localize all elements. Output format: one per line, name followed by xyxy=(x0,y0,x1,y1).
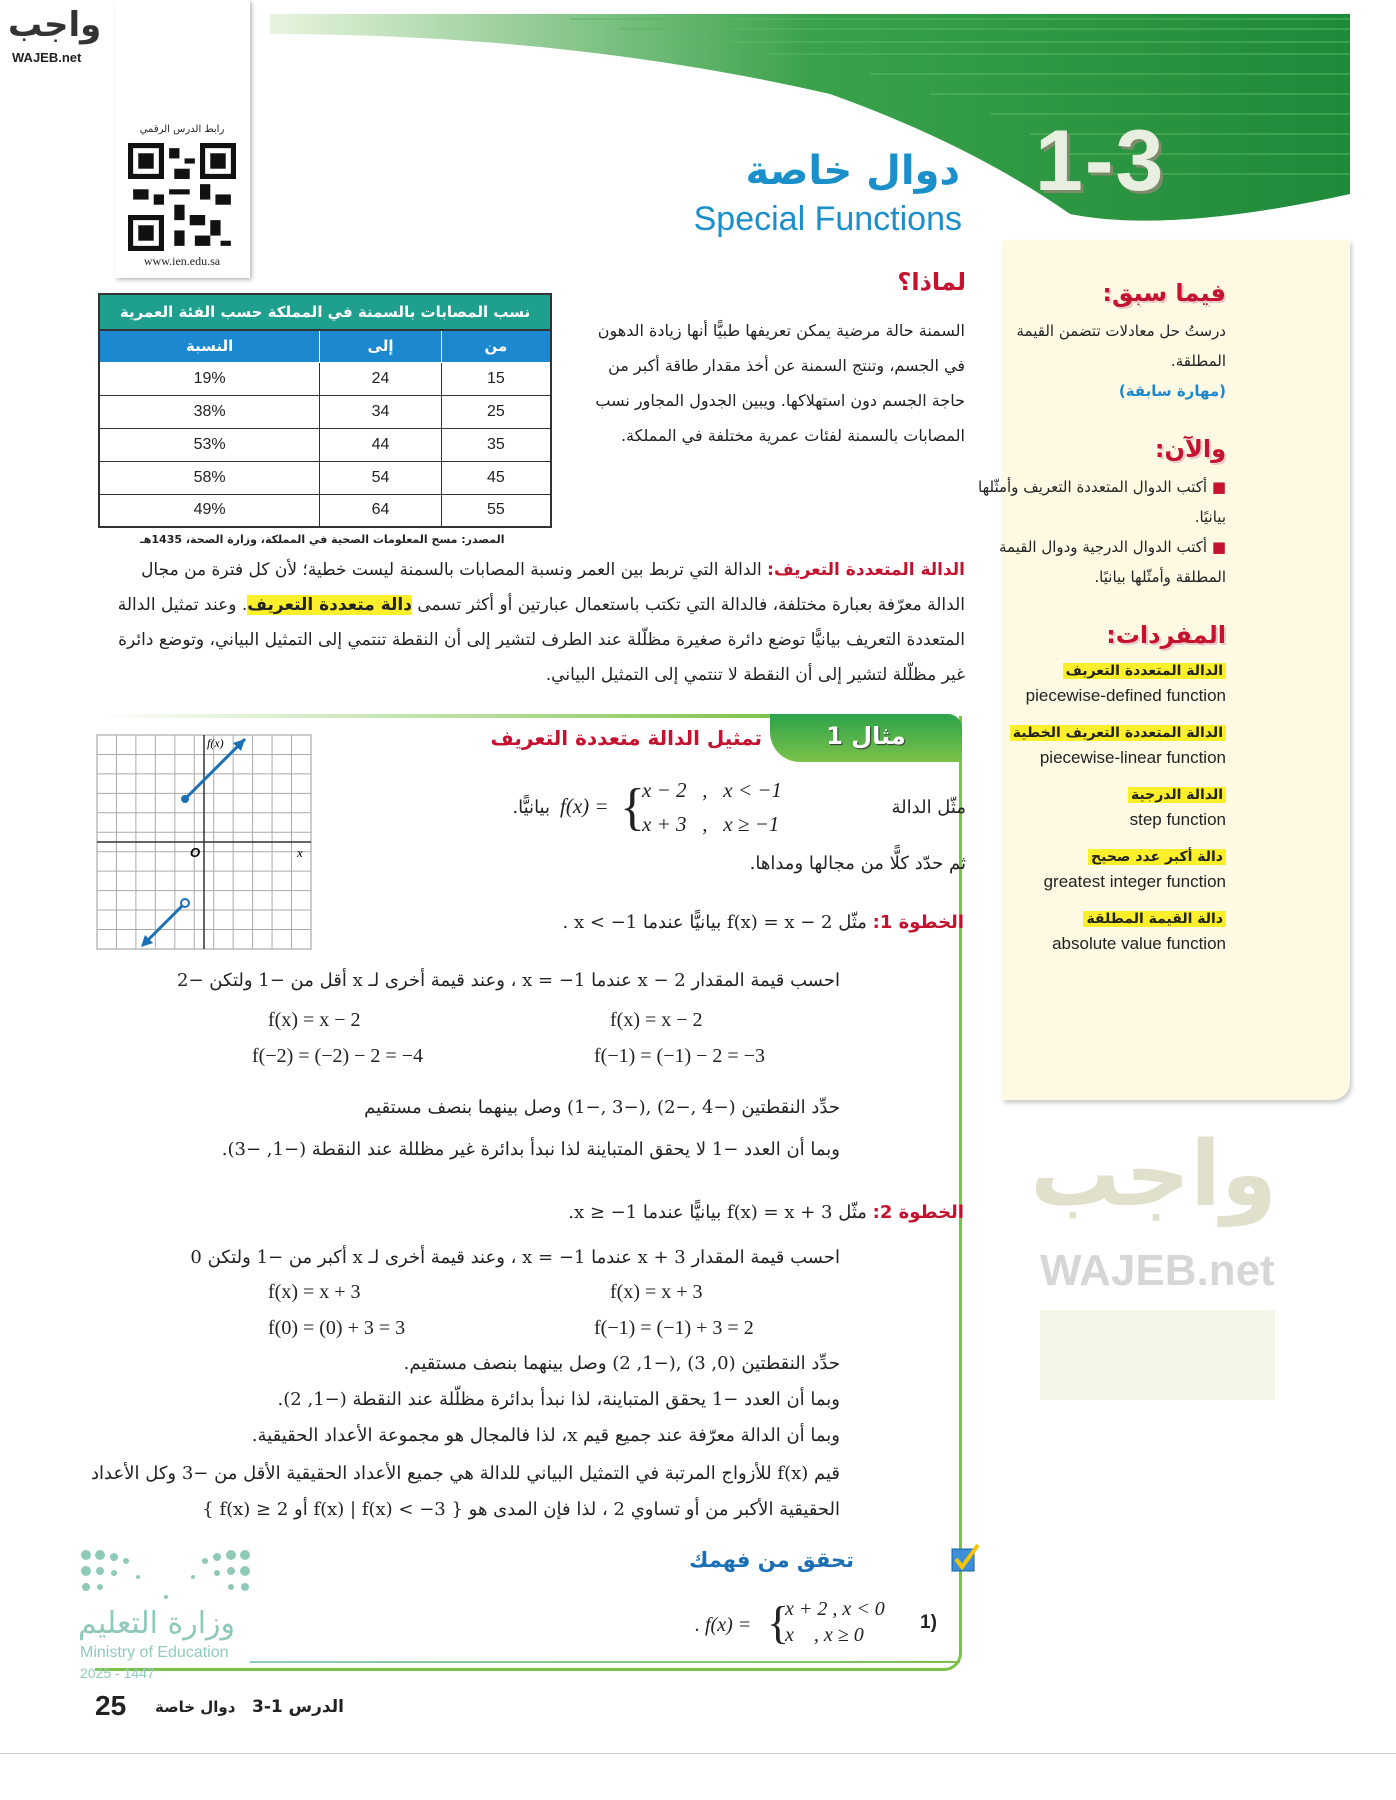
sidebar-content xyxy=(966,276,1226,968)
step-2-calc: احسب قيمة المقدار x + 3 عندما x = −1 ، وعند قيمة أخرى لـ x أكبر من −1 ولتكن 0 xyxy=(190,1247,840,1268)
logo-text: واجب xyxy=(8,5,102,45)
ministry-name-ar: وزارة التعليم xyxy=(78,1606,236,1641)
watermark-book-icon xyxy=(1040,1310,1275,1400)
vocab-ar: دالة أكبر عدد صحيح xyxy=(1088,849,1226,865)
vocab-ar: الدالة الدرجية xyxy=(1128,787,1226,803)
vocab-item xyxy=(966,720,1226,770)
step-label: الخطوة 2: xyxy=(872,1202,964,1223)
why-heading: لماذا؟ xyxy=(897,268,966,296)
before-section xyxy=(966,276,1226,406)
open-point xyxy=(181,899,189,907)
page-number: 25 xyxy=(95,1690,127,1721)
col-header: النسبة xyxy=(99,330,320,362)
vocab-ar: دالة القيمة المطلقة xyxy=(1083,911,1226,927)
lesson-number: 1-3 xyxy=(1035,113,1166,209)
cell: 54 xyxy=(320,461,442,494)
watermark-ar: واجب xyxy=(1030,1122,1277,1227)
logo-subtext: WAJEB.net xyxy=(12,50,82,65)
vocab-en: absolute value function xyxy=(1052,934,1226,953)
example-tab: مثال 1 xyxy=(770,714,962,762)
academic-year: 2025 - 1447 xyxy=(80,1665,155,1681)
prior-skill-link[interactable]: (مهارة سابقة) xyxy=(1118,382,1226,400)
function-label: . f(x) = xyxy=(695,1614,752,1636)
step-1 xyxy=(563,907,964,939)
now-item xyxy=(966,532,1226,592)
watermark-en: WAJEB.net xyxy=(1040,1246,1275,1295)
now-item-text: أكتب الدوال المتعددة التعريف وأمثّلها بيانيًا. xyxy=(978,478,1226,526)
vocab-item xyxy=(966,844,1226,894)
function-label: f(x) = xyxy=(560,794,609,818)
vocab-heading: المفردات: xyxy=(1106,621,1226,649)
now-item-text: أكتب الدوال الدرجية ودوال القيمة المطلقة وأمثّلها بيانيًا. xyxy=(998,538,1226,586)
vocab-section xyxy=(966,618,1226,956)
piecewise-graph xyxy=(95,733,313,951)
definition-paragraph xyxy=(100,553,965,693)
cell: 25 xyxy=(441,395,551,428)
table-caption: نسب المصابات بالسمنة في المملكة حسب الفئة العمرية xyxy=(98,293,552,329)
step-2-plot: حدِّد النقطتين (0, 3) ,(−1, 2) وصل بينهما بنصف مستقيم. xyxy=(403,1353,840,1374)
footer-divider xyxy=(250,1661,960,1663)
equation: f(x) = x + 3 xyxy=(610,1281,703,1303)
cell: 34 xyxy=(320,395,442,428)
case-1: x + 2 , x < 0 xyxy=(785,1598,885,1620)
ministry-logo-icon xyxy=(78,1545,253,1610)
closed-point xyxy=(181,795,189,803)
footer-lesson: الدرس 1-3 xyxy=(252,1697,344,1717)
col-header: من xyxy=(441,330,551,362)
cell: 45 xyxy=(441,461,551,494)
equation: f(−1) = (−1) − 2 = −3 xyxy=(594,1045,765,1067)
range-text: قيم f(x) للأزواج المرتبة في التمثيل البياني للدالة هي جميع الأعداد الحقيقية الأقل من −3 وكل الأعداد الحقيقية الأكبر من أو تساوي 2 ، لذا فإن المدى هو { f(x) | f(x) < −3 أو f(x) ≥ 2 } xyxy=(91,1463,840,1520)
table-header-row xyxy=(99,330,551,362)
checkmark-icon xyxy=(950,1543,980,1573)
cell: 19% xyxy=(99,362,320,395)
obesity-table xyxy=(98,293,552,528)
prompt-text: مثّل الدالة xyxy=(891,797,966,818)
qr-label: رابط الدرس الرقمي xyxy=(139,124,225,135)
page-edge xyxy=(0,1753,1396,1754)
definition-text: . وعند تمثيل الدالة المتعددة التعريف بيانيًّا توضع دائرة صغيرة مظلّلة عند الطرف لتشير إلى أن النقطة تنتمي إلى التمثيل البياني، وتوضع دائرة غير مظلّلة لتشير إلى أن النقطة لا تنتمي إلى التمثيل البياني. xyxy=(117,595,965,685)
vocab-en: piecewise-defined function xyxy=(1025,686,1226,705)
now-heading: والآن: xyxy=(1154,435,1226,463)
cell: 24 xyxy=(320,362,442,395)
domain-text: وبما أن الدالة معرّفة عند جميع قيم x، لذا فالمجال هو مجموعة الأعداد الحقيقية. xyxy=(251,1425,840,1446)
now-item xyxy=(966,472,1226,532)
table-row xyxy=(99,362,551,395)
cell: 53% xyxy=(99,428,320,461)
case-1: x − 2 , x < −1 xyxy=(642,778,782,802)
step-1-calc: احسب قيمة المقدار x − 2 عندما x = −1 ، وعند قيمة أخرى لـ x أقل من −1 ولتكن −2 xyxy=(177,970,840,991)
bullet-icon: ■ xyxy=(1207,478,1226,496)
vocab-item xyxy=(966,782,1226,832)
vocab-en: greatest integer function xyxy=(1043,872,1226,891)
vocab-item xyxy=(966,906,1226,956)
prompt-suffix: بيانيًّا. xyxy=(512,797,550,818)
example-prompt xyxy=(892,792,967,824)
table-row xyxy=(99,428,551,461)
step-2 xyxy=(568,1197,964,1229)
table-row xyxy=(99,395,551,428)
origin-label: O xyxy=(190,845,201,860)
cell: 38% xyxy=(99,395,320,428)
cell: 49% xyxy=(99,494,320,527)
x-axis-label: x xyxy=(297,845,303,860)
brace-icon: { xyxy=(620,779,645,836)
before-text: درستُ حل معادلات تتضمن القيمة المطلقة. xyxy=(1016,322,1226,370)
equation: f(0) = (0) + 3 = 3 xyxy=(268,1317,406,1339)
bullet-icon: ■ xyxy=(1207,538,1226,556)
definition-term: دالة متعددة التعريف xyxy=(247,595,412,615)
step-text: مثّل f(x) = x + 3 بيانيًّا عندما x ≥ −1. xyxy=(568,1202,867,1223)
vocab-ar: الدالة المتعددة التعريف xyxy=(1063,663,1226,679)
cell: 58% xyxy=(99,461,320,494)
table-row xyxy=(99,494,551,527)
example-prompt-2: ثم حدّد كلًّا من مجالها ومداها. xyxy=(749,853,966,874)
equation: f(−2) = (−2) − 2 = −4 xyxy=(252,1045,423,1067)
step-2-circle: وبما أن العدد −1 يحقق المتباينة، لذا نبدأ بدائرة مظلّلة عند النقطة (−1, 2). xyxy=(277,1389,840,1410)
cell: 35 xyxy=(441,428,551,461)
exercise-number: 1) xyxy=(920,1612,937,1633)
step-1-plot: حدِّد النقطتين (−4 ,−2) ,(−3 ,−1) وصل بينهما بنصف مستقيم xyxy=(364,1097,840,1118)
vocab-ar: الدالة المتعددة التعريف الخطية xyxy=(1010,725,1226,741)
footer-title: دوال خاصة xyxy=(155,1698,236,1716)
equation: f(x) = x − 2 xyxy=(268,1009,361,1031)
vocab-item xyxy=(966,658,1226,708)
cell: 55 xyxy=(441,494,551,527)
definition-text: الدالة التي تربط بين العمر ونسبة المصابات بالسمنة ليست خطية؛ لأن كل فترة من مجال الدالة معرّفة بعبارة مختلفة، فالدالة التي تكتب باستعمال عبارتين أو أكثر تسمى xyxy=(141,560,965,615)
vocab-en: step function xyxy=(1129,810,1226,829)
cell: 44 xyxy=(320,428,442,461)
now-section xyxy=(966,432,1226,592)
qr-url[interactable]: www.ien.edu.sa xyxy=(143,254,221,268)
cell: 64 xyxy=(320,494,442,527)
vocab-en: piecewise-linear function xyxy=(1039,748,1226,767)
equation: f(x) = x − 2 xyxy=(610,1009,703,1031)
page-title-en: Special Functions xyxy=(693,200,962,238)
table-source: المصدر: مسح المعلومات الصحية في المملكة، وزارة الصحة، 1435هـ xyxy=(140,533,505,546)
ministry-name-en: Ministry of Education xyxy=(80,1644,229,1661)
brace-icon: { xyxy=(767,1597,790,1648)
cell: 15 xyxy=(441,362,551,395)
qr-code-icon[interactable] xyxy=(128,143,236,251)
table-row xyxy=(99,461,551,494)
equation: f(x) = x + 3 xyxy=(268,1281,361,1303)
before-heading: فيما سبق: xyxy=(1102,279,1226,307)
check-heading: تحقق من فهمك xyxy=(689,1548,854,1572)
example-title: تمثيل الدالة متعددة التعريف xyxy=(490,726,762,750)
why-paragraph: السمنة حالة مرضية يمكن تعريفها طبيًّا أنها زيادة الدهون في الجسم، وتنتج السمنة عن أخذ مقدار طاقة أكبر من حاجة الجسم دون استهلاكها. ويبين الجدول المجاور نسب المصابات بالسمنة لفئات عمرية مختلفة في المملكة. xyxy=(595,321,965,445)
page-title-ar: دوال خاصة xyxy=(745,148,960,194)
step-1-circle: وبما أن العدد −1 لا يحقق المتباينة لذا نبدأ بدائرة غير مظللة عند النقطة (−1, −3). xyxy=(221,1139,840,1160)
step-label: الخطوة 1: xyxy=(872,912,964,933)
case-2: x + 3 , x ≥ −1 xyxy=(642,812,780,836)
step-text: مثّل f(x) = x − 2 بيانيًّا عندما x < −1 . xyxy=(562,912,867,933)
definition-heading: الدالة المتعددة التعريف: xyxy=(767,560,965,580)
col-header: إلى xyxy=(320,330,442,362)
y-axis-label: f(x) xyxy=(207,736,224,750)
case-2: x , x ≥ 0 xyxy=(785,1624,864,1646)
equation: f(−1) = (−1) + 3 = 2 xyxy=(594,1317,754,1339)
